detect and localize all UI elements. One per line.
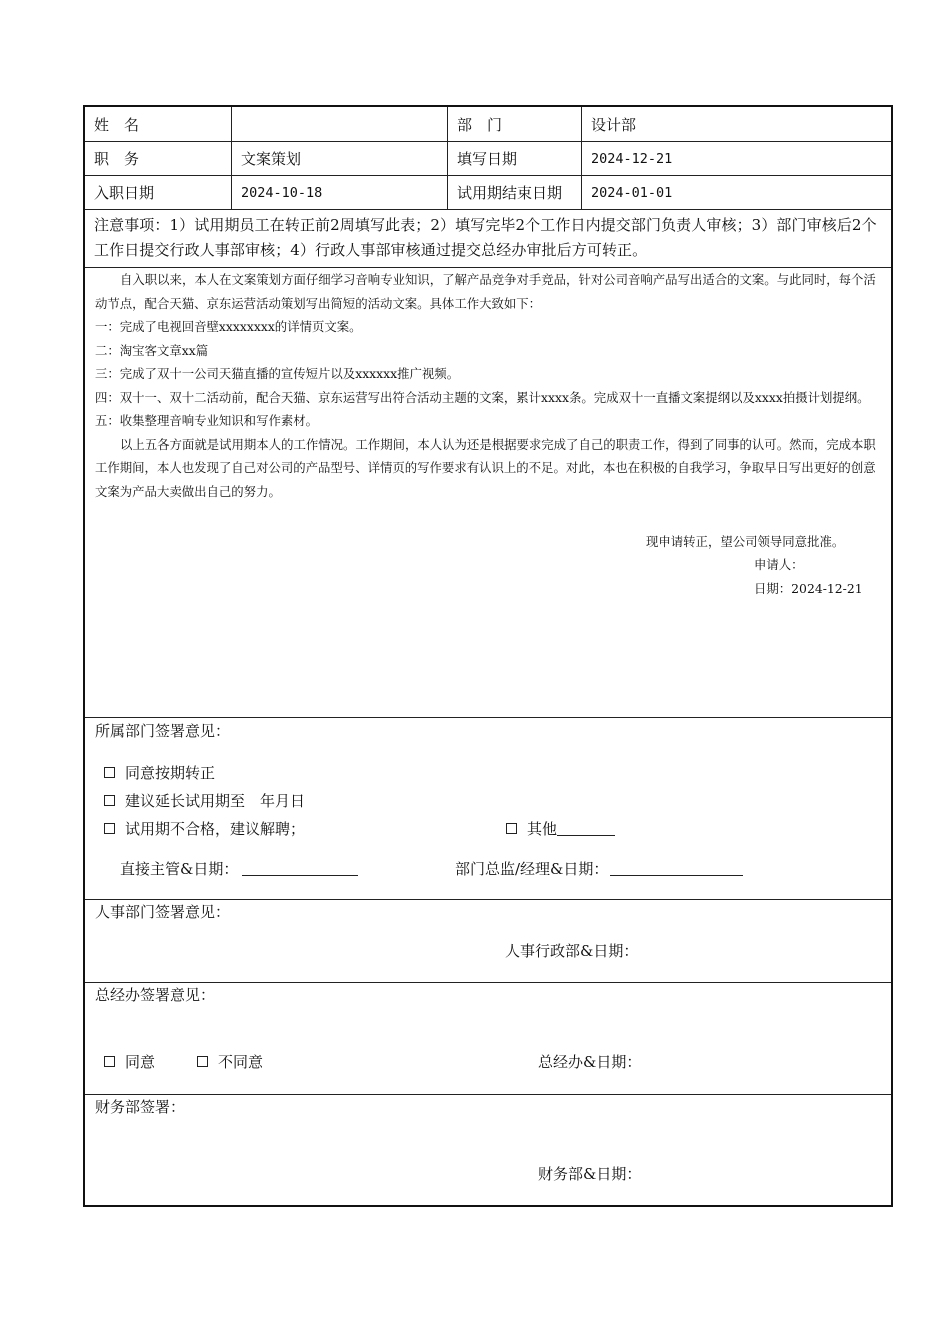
entry-date-value: 2024-10-18 <box>231 176 447 209</box>
other-blank-line[interactable] <box>557 821 615 836</box>
position-value: 文案策划 <box>231 142 447 175</box>
option-gm-agree[interactable] <box>104 1051 155 1072</box>
probation-end-label: 试用期结束日期 <box>447 176 581 209</box>
summary-section <box>85 268 891 718</box>
checkbox-icon[interactable] <box>197 1056 208 1067</box>
option-label: 建议延长试用期至 年月日 <box>125 792 306 810</box>
gm-sign-label: 总经办&日期： <box>538 1053 642 1071</box>
supervisor-sign <box>120 858 358 879</box>
checkbox-icon[interactable] <box>104 795 115 806</box>
checkbox-icon[interactable] <box>104 1056 115 1067</box>
director-sign-line[interactable] <box>610 861 743 876</box>
row-position-date <box>85 142 891 176</box>
row-entry-probation <box>85 176 891 210</box>
name-value <box>231 107 447 141</box>
probation-end-value: 2024-01-01 <box>581 176 891 209</box>
summary-conclusion: 以上五各方面就是试用期本人的工作情况。工作期间，本人认为还是根据要求完成了自己的职责工作，得到了同事的认可。然而，完成本职工作期间，本人也发现了自己对公司的产品型号、详情页的写作要求有认识上的不足。对此，本也在积极的自我学习，争取早日写出更好的创意文案为产品大卖做出自己的努力。 <box>95 436 876 499</box>
option-label: 同意按期转正 <box>125 764 216 782</box>
probation-form <box>83 105 893 1207</box>
request-text: 现申请转正，望公司领导同意批准。 <box>646 534 845 549</box>
notice-row <box>85 210 891 268</box>
summary-item: 二：淘宝客文章xx篇 <box>95 342 209 358</box>
finance-section <box>85 1095 891 1205</box>
supervisor-label: 直接主管&日期： <box>120 860 239 878</box>
row-name-dept <box>85 107 891 142</box>
name-label: 姓 名 <box>94 115 140 134</box>
summary-intro: 自入职以来，本人在文案策划方面仔细学习音响专业知识，了解产品竞争对手竞品，针对公司音响产品写出适合的文案。与此同时，每个活动节点，配合天猫、京东运营活动策划写出简短的活动文案。具体工作大致如下： <box>95 272 876 311</box>
summary-item: 四：双十一、双十二活动前，配合天猫、京东运营写出符合活动主题的文案，累计xxxx条。完成双十一直播文案提纲以及xxxx拍摄计划提纲。 <box>95 389 870 405</box>
notice-text: 注意事项：1）试用期员工在转正前2周填写此表；2）填写完毕2个工作日内提交部门负责人审核；3）部门审核后2个工作日提交行政人事部审核；4）行政人事部审核通过提交总经办审批后方可转正。 <box>94 216 877 259</box>
hr-sign-label: 人事行政部&日期： <box>505 942 639 960</box>
option-label: 其他 <box>527 820 558 838</box>
applicant-label: 申请人： <box>754 557 804 572</box>
finance-title: 财务部签署： <box>95 1098 186 1116</box>
dept-label: 部 门 <box>447 107 581 141</box>
checkbox-icon[interactable] <box>104 767 115 778</box>
hr-opinion-section <box>85 900 891 983</box>
director-sign <box>455 858 743 879</box>
dept-opinion-title: 所属部门签署意见： <box>95 722 231 740</box>
gm-opinion-section <box>85 983 891 1095</box>
finance-sign-label: 财务部&日期： <box>538 1165 642 1183</box>
summary-item: 一：完成了电视回音壁xxxxxxxx的详情页文案。 <box>95 319 362 334</box>
option-extend[interactable] <box>104 790 305 811</box>
option-label: 试用期不合格，建议解聘； <box>125 820 306 838</box>
option-approve[interactable] <box>104 762 215 783</box>
option-other[interactable] <box>506 818 615 839</box>
checkbox-icon[interactable] <box>506 823 517 834</box>
dept-value: 设计部 <box>581 107 891 141</box>
applicant-date: 日期：2024-12-21 <box>754 581 863 596</box>
position-label: 职 务 <box>94 150 140 168</box>
entry-date-label: 入职日期 <box>94 184 155 202</box>
supervisor-sign-line[interactable] <box>242 861 358 876</box>
option-dismiss[interactable] <box>104 818 305 839</box>
gm-opinion-title: 总经办签署意见： <box>95 986 216 1004</box>
option-label: 不同意 <box>218 1053 264 1071</box>
fill-date-value: 2024-12-21 <box>581 142 891 175</box>
option-label: 同意 <box>125 1053 156 1071</box>
summary-item: 三：完成了双十一公司天猫直播的宣传短片以及xxxxxx推广视频。 <box>95 366 460 381</box>
dept-opinion-section <box>85 718 891 900</box>
summary-text <box>85 268 891 503</box>
fill-date-label: 填写日期 <box>447 142 581 175</box>
checkbox-icon[interactable] <box>104 823 115 834</box>
option-gm-disagree[interactable] <box>197 1051 263 1072</box>
director-label: 部门总监/经理&日期： <box>455 860 609 878</box>
hr-opinion-title: 人事部门签署意见： <box>95 903 231 921</box>
summary-item: 五：收集整理音响专业知识和写作素材。 <box>95 413 319 428</box>
